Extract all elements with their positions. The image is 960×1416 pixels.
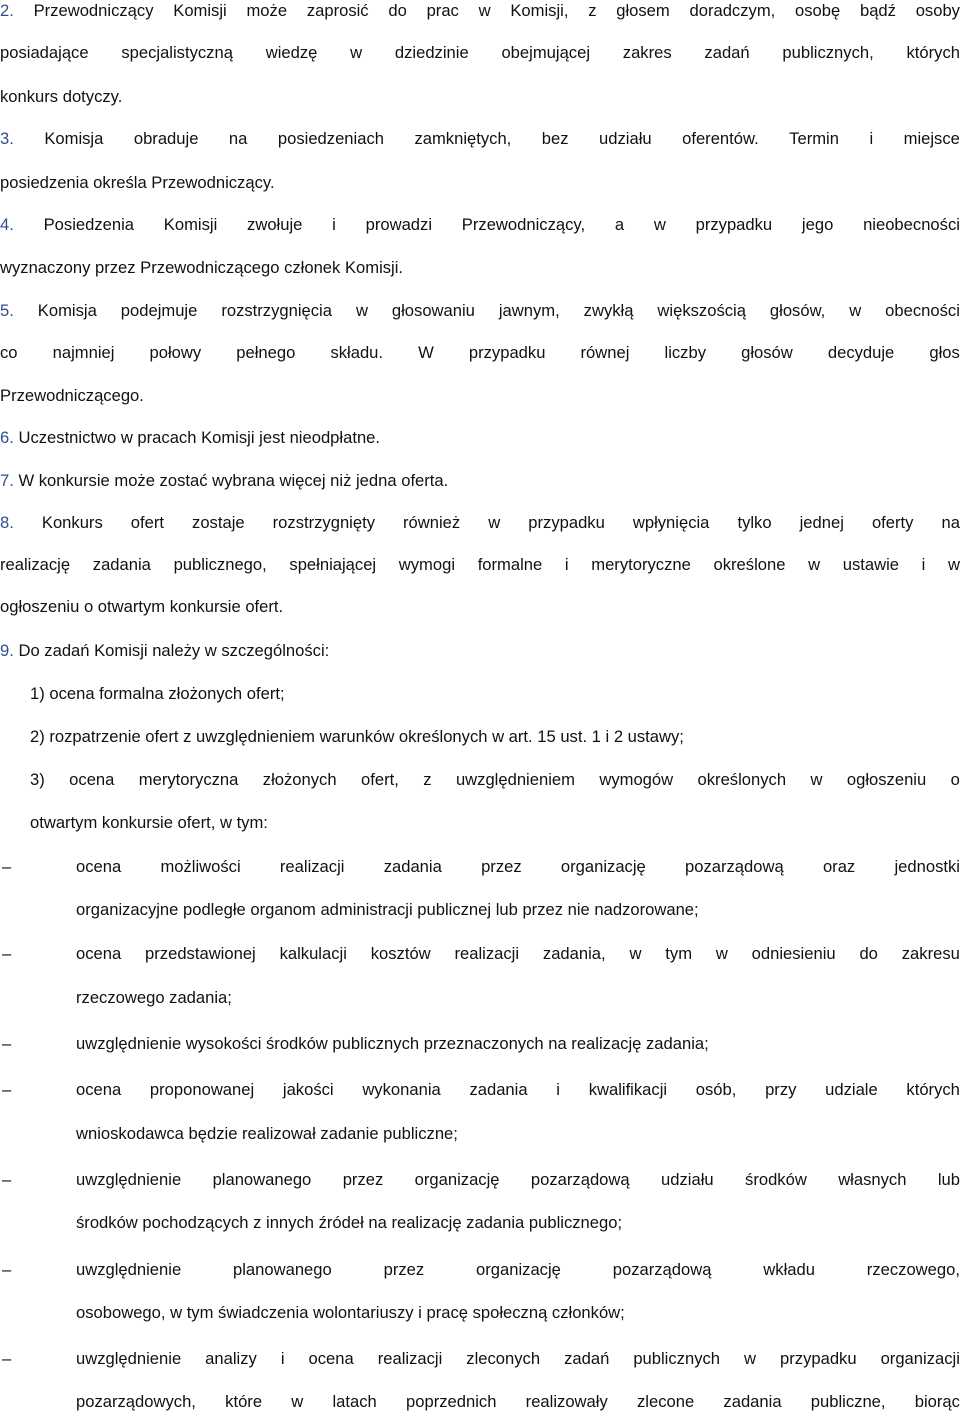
paragraph-8-line-2 bbox=[0, 554, 960, 576]
word: wymogów bbox=[599, 770, 674, 789]
word: ofert, bbox=[361, 770, 399, 789]
paragraph-2-line-2 bbox=[0, 42, 960, 64]
paragraph-number: 2. bbox=[0, 1, 14, 20]
word: większością bbox=[657, 301, 746, 320]
word: tym bbox=[665, 944, 693, 963]
word: proponowanej bbox=[149, 1080, 255, 1099]
word: równej bbox=[580, 343, 630, 362]
word: określone bbox=[713, 555, 786, 574]
bullet-5-line-2: środków pochodzących z innych źródeł na realizację zadania publicznego; bbox=[76, 1213, 623, 1232]
word: zadań bbox=[704, 43, 750, 62]
word: w bbox=[478, 1, 491, 20]
subitem-3-line-1 bbox=[30, 769, 960, 791]
word: do bbox=[388, 1, 407, 20]
word: nieobecności bbox=[863, 215, 960, 234]
word: w bbox=[355, 301, 368, 320]
word: zadania bbox=[92, 555, 151, 574]
word: Posiedzenia bbox=[43, 215, 135, 234]
bullet-2-line-2: rzeczowego zadania; bbox=[76, 988, 232, 1007]
word: odniesieniu bbox=[751, 944, 836, 963]
word: na bbox=[228, 129, 248, 148]
word: ocena bbox=[69, 770, 115, 789]
paragraph-number: 3. bbox=[0, 129, 14, 148]
word: organizację bbox=[560, 857, 646, 876]
word: realizację bbox=[0, 555, 71, 574]
word: pozarządowych, bbox=[76, 1392, 196, 1411]
word: lub bbox=[937, 1170, 960, 1189]
word: posiadające bbox=[0, 43, 89, 62]
word: zleconych bbox=[466, 1349, 541, 1368]
word: ocena bbox=[76, 1080, 122, 1099]
word: zadania bbox=[469, 1080, 528, 1099]
word: w bbox=[715, 944, 728, 963]
word: Komisji bbox=[163, 215, 218, 234]
word: głosem bbox=[616, 1, 670, 20]
bullet-5-line-1 bbox=[76, 1169, 960, 1191]
word: osobę bbox=[795, 1, 841, 20]
paragraph-6-text: Uczestnictwo w pracach Komisji jest nieodpłatne. bbox=[18, 428, 381, 447]
word: określonych bbox=[697, 770, 787, 789]
word: co bbox=[0, 343, 18, 362]
word: i bbox=[921, 555, 926, 574]
word: uwzględnienie bbox=[76, 1349, 182, 1368]
word: głos bbox=[929, 343, 960, 362]
word: przypadku bbox=[528, 513, 605, 532]
word: w bbox=[744, 1349, 757, 1368]
word: biorąc bbox=[914, 1392, 960, 1411]
word: kosztów bbox=[370, 944, 431, 963]
word: udziału bbox=[661, 1170, 714, 1189]
word: poprzednich bbox=[406, 1392, 497, 1411]
word: realizacji bbox=[377, 1349, 443, 1368]
word: prowadzi bbox=[365, 215, 433, 234]
word: zlecone bbox=[636, 1392, 695, 1411]
word: kwalifikacji bbox=[588, 1080, 668, 1099]
word: pozarządową bbox=[612, 1260, 712, 1279]
word: wpłynięcia bbox=[632, 513, 710, 532]
word: publicznych, bbox=[782, 43, 874, 62]
word: analizy bbox=[205, 1349, 257, 1368]
word: merytoryczna bbox=[138, 770, 239, 789]
word: jawnym, bbox=[498, 301, 560, 320]
bullet-7-line-2 bbox=[76, 1391, 960, 1413]
word: może bbox=[246, 1, 288, 20]
word: publicznych bbox=[633, 1349, 721, 1368]
paragraph-6-number: 6. bbox=[0, 428, 14, 447]
word: z bbox=[423, 770, 432, 789]
word: rzeczowego, bbox=[866, 1260, 960, 1279]
word: o bbox=[950, 770, 960, 789]
word: głosowaniu bbox=[391, 301, 475, 320]
paragraph-7-text: W konkursie może zostać wybrana więcej niż jedna oferta. bbox=[18, 471, 449, 490]
bullet-4-line-1 bbox=[76, 1079, 960, 1101]
bullet-1-line-2: organizacyjne podległe organom administracji publicznej lub przez nie nadzorowane; bbox=[76, 900, 699, 919]
bullet-1-line-1 bbox=[76, 856, 960, 878]
dash-bullet-1: – bbox=[2, 857, 12, 876]
word: zakres bbox=[622, 43, 672, 62]
word: zwykłą bbox=[583, 301, 634, 320]
word: obecności bbox=[885, 301, 960, 320]
word: i bbox=[332, 215, 336, 234]
word: uwzględnienie bbox=[76, 1260, 182, 1279]
word: Komisji, bbox=[510, 1, 569, 20]
word: planowanego bbox=[233, 1260, 332, 1279]
word: własnych bbox=[838, 1170, 907, 1189]
word: przez bbox=[342, 1170, 384, 1189]
word: publicznego, bbox=[173, 555, 267, 574]
word: wkładu bbox=[763, 1260, 815, 1279]
word: na bbox=[941, 513, 960, 532]
paragraph-7-number: 7. bbox=[0, 471, 14, 490]
word: zostaje bbox=[192, 513, 245, 532]
word: zadania bbox=[383, 857, 442, 876]
word: przez bbox=[481, 857, 522, 876]
word: możliwości bbox=[160, 857, 241, 876]
word: zaprosić bbox=[306, 1, 369, 20]
paragraph-number: 4. bbox=[0, 215, 14, 234]
word: i bbox=[869, 129, 874, 148]
word: przez bbox=[383, 1260, 425, 1279]
word: W bbox=[418, 343, 434, 362]
word: i bbox=[280, 1349, 285, 1368]
bullet-4-line-2: wnioskodawca będzie realizował zadanie publiczne; bbox=[76, 1124, 458, 1143]
paragraph-8-line-3: ogłoszeniu o otwartym konkursie ofert. bbox=[0, 597, 284, 616]
word: latach bbox=[332, 1392, 377, 1411]
word: których bbox=[906, 43, 960, 62]
word: połowy bbox=[149, 343, 202, 362]
subitem-3-line-2: otwartym konkursie ofert, w tym: bbox=[30, 813, 268, 832]
word: a bbox=[614, 215, 625, 234]
dash-bullet-3: – bbox=[2, 1034, 12, 1053]
word: jednostki bbox=[894, 857, 960, 876]
paragraph-5-line-3: Przewodniczącego. bbox=[0, 386, 144, 405]
word: przy bbox=[765, 1080, 797, 1099]
paragraph-5-line-1 bbox=[0, 300, 960, 322]
word: obejmującej bbox=[501, 43, 591, 62]
word: jego bbox=[801, 215, 834, 234]
word: 3) bbox=[30, 770, 45, 789]
word: jednej bbox=[799, 513, 844, 532]
word: zamkniętych, bbox=[414, 129, 512, 148]
bullet-7-line-1 bbox=[76, 1348, 960, 1370]
word: składu. bbox=[330, 343, 384, 362]
subitem-2: 2) rozpatrzenie ofert z uwzględnieniem warunków określonych w art. 15 ust. 1 i 2 ustawy; bbox=[30, 727, 684, 746]
word: i bbox=[556, 1080, 560, 1099]
paragraph-3-line-1 bbox=[0, 128, 960, 150]
word: rozstrzygnięty bbox=[272, 513, 375, 532]
dash-bullet-7: – bbox=[2, 1349, 12, 1368]
word: w bbox=[350, 43, 363, 62]
word: głosów, bbox=[769, 301, 826, 320]
word: i bbox=[564, 555, 569, 574]
word: oferty bbox=[871, 513, 914, 532]
word: ustawie bbox=[842, 555, 900, 574]
word: jakości bbox=[282, 1080, 334, 1099]
word: zakresu bbox=[901, 944, 960, 963]
word: Przewodniczący bbox=[33, 1, 154, 20]
word: przedstawionej bbox=[145, 944, 256, 963]
word: wiedzę bbox=[265, 43, 318, 62]
word: z bbox=[588, 1, 597, 20]
word: organizację bbox=[414, 1170, 500, 1189]
word: merytoryczne bbox=[591, 555, 691, 574]
word: osób, bbox=[695, 1080, 737, 1099]
word: obraduje bbox=[133, 129, 199, 148]
word: środków bbox=[745, 1170, 807, 1189]
paragraph-number: 5. bbox=[0, 301, 14, 320]
paragraph-8-line-1 bbox=[0, 512, 960, 534]
paragraph-2-line-3: konkurs dotyczy. bbox=[0, 87, 123, 106]
word: uwzględnienie bbox=[76, 1170, 182, 1189]
word: przypadku bbox=[468, 343, 546, 362]
paragraph-3-line-2: posiedzenia określa Przewodniczący. bbox=[0, 173, 275, 192]
word: wymogi bbox=[398, 555, 456, 574]
word: miejsce bbox=[903, 129, 960, 148]
paragraph-9 bbox=[0, 640, 960, 662]
word: zadania bbox=[723, 1392, 782, 1411]
word: spełniającej bbox=[289, 555, 377, 574]
word: liczby bbox=[664, 343, 707, 362]
word: wykonania bbox=[362, 1080, 441, 1099]
word: najmniej bbox=[52, 343, 115, 362]
word: realizacji bbox=[454, 944, 520, 963]
word: rozstrzygnięcia bbox=[221, 301, 332, 320]
word: w bbox=[488, 513, 501, 532]
word: specjalistyczną bbox=[121, 43, 233, 62]
word: zwołuje bbox=[247, 215, 303, 234]
word: ocena bbox=[76, 944, 122, 963]
word: zadań bbox=[564, 1349, 610, 1368]
word: organizację bbox=[476, 1260, 561, 1279]
word: Komisji bbox=[173, 1, 227, 20]
word: formalne bbox=[477, 555, 543, 574]
paragraph-2-line-1 bbox=[0, 0, 960, 22]
word: realizacji bbox=[279, 857, 345, 876]
word: złożonych bbox=[262, 770, 337, 789]
word: oferentów. bbox=[682, 129, 759, 148]
word: uwzględnieniem bbox=[455, 770, 575, 789]
paragraph-6 bbox=[0, 427, 960, 449]
paragraph-9-number: 9. bbox=[0, 641, 14, 660]
word: ocena bbox=[308, 1349, 354, 1368]
word: pozarządową bbox=[685, 857, 784, 876]
word: Komisja bbox=[44, 129, 104, 148]
word: tylko bbox=[737, 513, 772, 532]
word: głosów bbox=[741, 343, 793, 362]
word: podejmuje bbox=[120, 301, 198, 320]
word: w bbox=[810, 770, 823, 789]
word: Przewodniczący, bbox=[461, 215, 586, 234]
word: ofert bbox=[130, 513, 164, 532]
word: pozarządową bbox=[530, 1170, 630, 1189]
word: prac bbox=[426, 1, 459, 20]
word: w bbox=[948, 555, 960, 574]
word: bądź bbox=[859, 1, 896, 20]
word: organizacji bbox=[880, 1349, 960, 1368]
paragraph-7 bbox=[0, 470, 960, 492]
word: przypadku bbox=[695, 215, 773, 234]
bullet-2-line-1 bbox=[76, 943, 960, 965]
word: bez bbox=[541, 129, 569, 148]
word: których bbox=[906, 1080, 960, 1099]
word: w bbox=[849, 301, 862, 320]
word: Komisja bbox=[37, 301, 97, 320]
word: również bbox=[403, 513, 461, 532]
word: w bbox=[808, 555, 821, 574]
word: Termin bbox=[789, 129, 839, 148]
paragraph-number: 8. bbox=[0, 513, 14, 532]
word: decyduje bbox=[827, 343, 895, 362]
word: realizowały bbox=[525, 1392, 608, 1411]
word: publiczne, bbox=[810, 1392, 886, 1411]
dash-bullet-6: – bbox=[2, 1260, 12, 1279]
subitem-1: 1) ocena formalna złożonych ofert; bbox=[30, 684, 285, 703]
bullet-6-line-2: osobowego, w tym świadczenia wolontariuszy i pracę społeczną członków; bbox=[76, 1303, 625, 1322]
word: ocena bbox=[76, 857, 122, 876]
word: dziedzinie bbox=[394, 43, 469, 62]
word: udziału bbox=[599, 129, 652, 148]
word: w bbox=[629, 944, 642, 963]
word: udziale bbox=[825, 1080, 878, 1099]
word: ogłoszeniu bbox=[846, 770, 927, 789]
paragraph-5-line-2 bbox=[0, 342, 960, 364]
paragraph-4-line-2: wyznaczony przez Przewodniczącego członek Komisji. bbox=[0, 258, 404, 277]
word: osoby bbox=[915, 1, 960, 20]
word: pełnego bbox=[236, 343, 296, 362]
word: planowanego bbox=[212, 1170, 312, 1189]
word: oraz bbox=[822, 857, 856, 876]
paragraph-9-text: Do zadań Komisji należy w szczególności: bbox=[18, 641, 330, 660]
word: do bbox=[859, 944, 878, 963]
word: w bbox=[291, 1392, 304, 1411]
word: zadania, bbox=[542, 944, 606, 963]
word: w bbox=[653, 215, 666, 234]
word: które bbox=[225, 1392, 263, 1411]
bullet-6-line-1 bbox=[76, 1259, 960, 1281]
word: przypadku bbox=[780, 1349, 857, 1368]
word: Konkurs bbox=[41, 513, 103, 532]
paragraph-4-line-1 bbox=[0, 214, 960, 236]
dash-bullet-4: – bbox=[2, 1080, 12, 1099]
dash-bullet-2: – bbox=[2, 944, 12, 963]
bullet-3-line-1: uwzględnienie wysokości środków publicznych przeznaczonych na realizację zadania; bbox=[76, 1034, 709, 1053]
dash-bullet-5: – bbox=[2, 1170, 12, 1189]
word: doradczym, bbox=[689, 1, 776, 20]
word: kalkulacji bbox=[279, 944, 347, 963]
word: posiedzeniach bbox=[277, 129, 384, 148]
